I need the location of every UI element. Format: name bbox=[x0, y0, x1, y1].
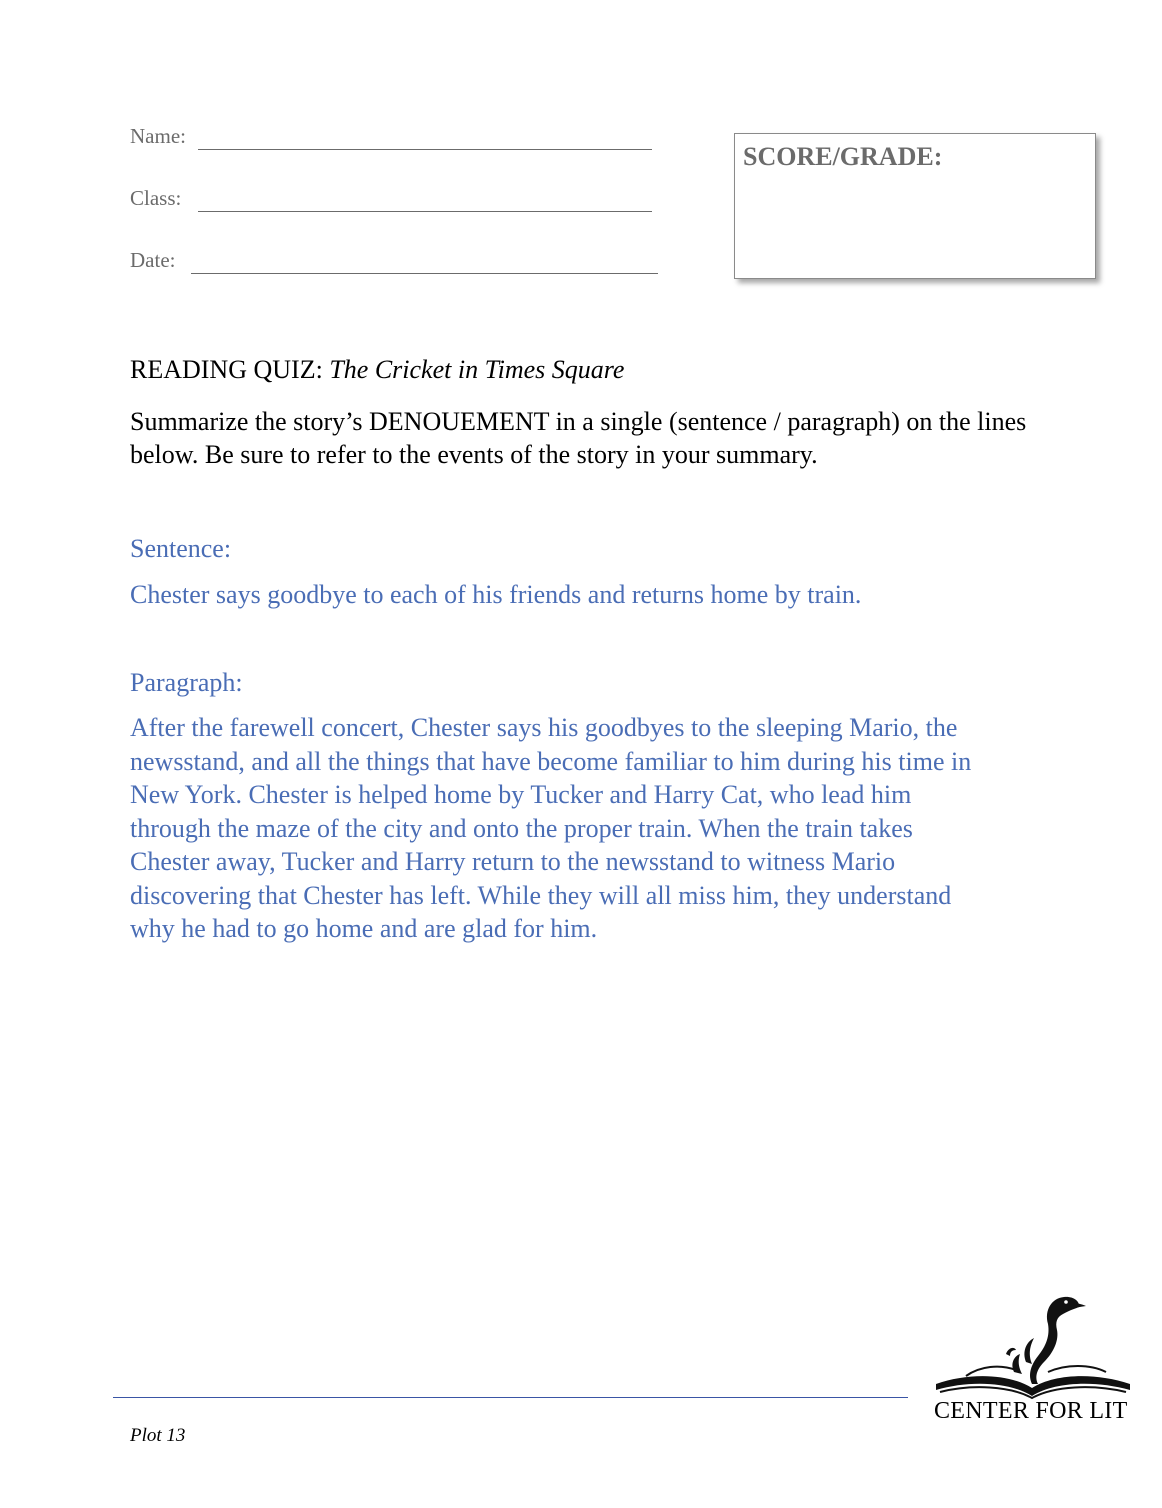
quiz-title-prefix: READING QUIZ: bbox=[130, 355, 330, 384]
class-field[interactable] bbox=[130, 186, 655, 216]
date-label: Date: bbox=[130, 248, 176, 272]
logo-text: CENTER FOR LIT bbox=[934, 1398, 1128, 1424]
paragraph-line: through the maze of the city and onto the proper train. When the train takes bbox=[130, 813, 913, 843]
paragraph-label: Paragraph: bbox=[130, 668, 243, 697]
paragraph-line: New York. Chester is helped home by Tucker and Harry Cat, who lead him bbox=[130, 780, 912, 809]
class-label: Class: bbox=[130, 186, 182, 210]
paragraph-line: newsstand, and all the things that have become familiar to him during his time in bbox=[130, 746, 972, 776]
paragraph-line: After the farewell concert, Chester says his goodbyes to the sleeping Mario, the bbox=[130, 713, 958, 742]
footer-divider bbox=[113, 1397, 908, 1398]
score-grade-label: SCORE/GRADE: bbox=[743, 142, 943, 171]
pelican-book-logo-icon bbox=[930, 1292, 1135, 1400]
class-line[interactable] bbox=[198, 211, 652, 212]
sentence-answer: Chester says goodbye to each of his friends and returns home by train. bbox=[130, 580, 862, 609]
date-line[interactable] bbox=[191, 273, 658, 274]
quiz-instructions: Summarize the story’s DENOUEMENT in a single (sentence / paragraph) on the lines below. Be sure to refer to the events of the story in your summary. bbox=[130, 407, 1027, 469]
quiz-title bbox=[130, 355, 624, 385]
date-field[interactable] bbox=[130, 248, 660, 278]
sentence-label: Sentence: bbox=[130, 534, 232, 563]
paragraph-line: Chester away, Tucker and Harry return to the newsstand to witness Mario bbox=[130, 847, 896, 876]
name-field[interactable] bbox=[130, 124, 655, 154]
name-line[interactable] bbox=[198, 149, 652, 150]
book-title: The Cricket in Times Square bbox=[329, 355, 625, 384]
score-grade-box[interactable] bbox=[734, 133, 1096, 279]
paragraph-answer bbox=[130, 711, 1030, 946]
paragraph-line: why he had to go home and are glad for him. bbox=[130, 914, 598, 943]
center-for-lit-logo bbox=[930, 1292, 1135, 1432]
paragraph-line: discovering that Chester has left. While they will all miss him, they understand bbox=[130, 880, 952, 910]
name-label: Name: bbox=[130, 124, 186, 148]
page-label: Plot 13 bbox=[130, 1425, 186, 1446]
